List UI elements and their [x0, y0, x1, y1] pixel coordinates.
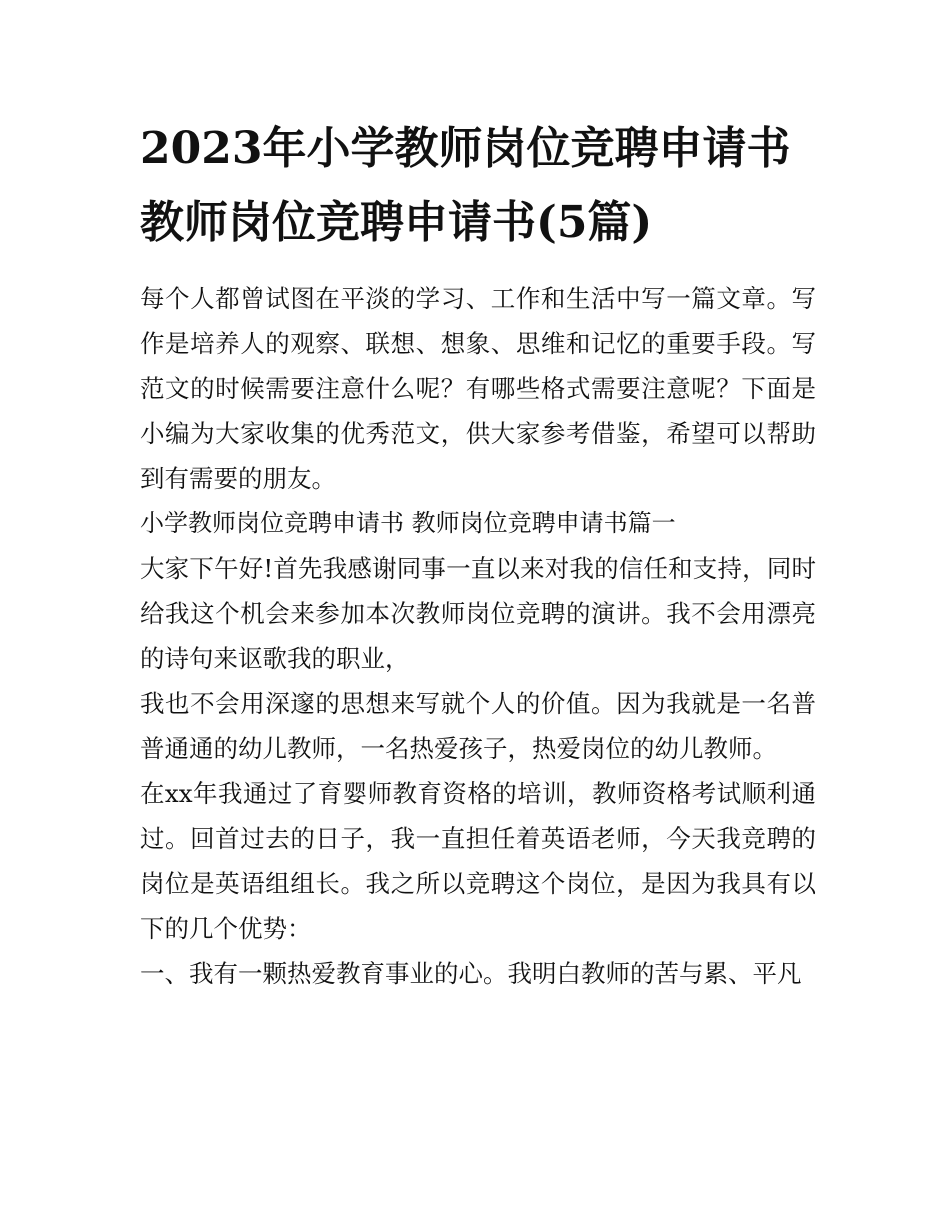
intro-paragraph: 每个人都曾试图在平淡的学习、工作和生活中写一篇文章。写作是培养人的观察、联想、想象、思维和记忆的重要手段。写范文的时候需要注意什么呢？有哪些格式需要注意呢？下面是小编为大家收集的优秀范文，供大家参考借鉴，希望可以帮助到有需要的朋友。	[140, 284, 816, 493]
body-paragraph-1: 大家下午好!首先我感谢同事一直以来对我的信任和支持，同时给我这个机会来参加本次教师岗位竞聘的演讲。我不会用漂亮的诗句来讴歌我的职业，	[140, 554, 816, 673]
document-body	[140, 112, 816, 996]
body-paragraph-2: 我也不会用深邃的思想来写就个人的价值。因为我就是一名普普通通的幼儿教师，一名热爱孩子，热爱岗位的幼儿教师。	[140, 689, 816, 763]
body-paragraph-4: 一、我有一颗热爱教育事业的心。我明白教师的苦与累、平凡	[140, 959, 802, 988]
section-heading: 小学教师岗位竞聘申请书 教师岗位竞聘申请书篇一	[140, 509, 676, 537]
document-title: 2023年小学教师岗位竞聘申请书 教师岗位竞聘申请书(5篇)	[140, 123, 791, 248]
body-paragraph-3: 在xx年我通过了育婴师教育资格的培训，教师资格考试顺利通过。回首过去的日子，我一直担任着英语老师，今天我竞聘的岗位是英语组组长。我之所以竞聘这个岗位，是因为我具有以下的几个优势：	[140, 779, 816, 943]
